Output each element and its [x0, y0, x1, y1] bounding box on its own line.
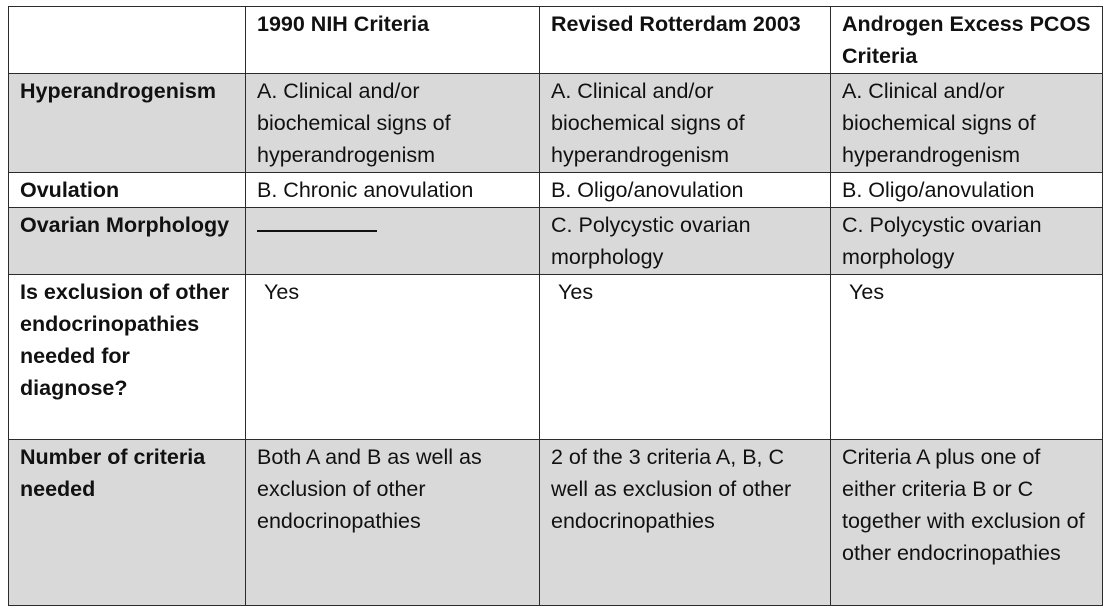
table-cell: C. Polycystic ovarian morphology [831, 208, 1103, 275]
table-cell: A. Clinical and/or biochemical signs of hyperandrogenism [540, 74, 831, 173]
criteria-table-container [8, 6, 1103, 606]
table-cell: 2 of the 3 criteria A, B, C well as exclusion of other endocrinopathies [540, 440, 831, 606]
table-cell: B. Oligo/anovulation [540, 173, 831, 208]
table-cell: A. Clinical and/or biochemical signs of hyperandrogenism [831, 74, 1103, 173]
table-row-hyperandrogenism [9, 74, 1103, 173]
table-row-number-of-criteria [9, 440, 1103, 606]
row-label-ovarian-morphology: Ovarian Morphology [9, 208, 246, 275]
table-cell: B. Oligo/anovulation [831, 173, 1103, 208]
header-row [9, 7, 1103, 74]
table-cell: Yes [540, 275, 831, 440]
table-row-ovulation [9, 173, 1103, 208]
table-row-exclusion [9, 275, 1103, 440]
pcos-criteria-table [8, 6, 1103, 606]
table-row-ovarian-morphology [9, 208, 1103, 275]
table-cell: B. Chronic anovulation [246, 173, 540, 208]
row-label-exclusion: Is exclusion of other endocrinopathies needed for diagnose? [9, 275, 246, 440]
header-cell-nih: 1990 NIH Criteria [246, 7, 540, 74]
table-cell: Yes [246, 275, 540, 440]
header-cell-androgen-excess: Androgen Excess PCOS Criteria [831, 7, 1103, 74]
blank-line [257, 211, 377, 232]
table-cell: Both A and B as well as exclusion of other endocrinopathies [246, 440, 540, 606]
table-cell: Yes [831, 275, 1103, 440]
table-cell: C. Polycystic ovarian morphology [540, 208, 831, 275]
row-label-hyperandrogenism: Hyperandrogenism [9, 74, 246, 173]
table-cell-blank [246, 208, 540, 275]
row-label-ovulation: Ovulation [9, 173, 246, 208]
table-cell: A. Clinical and/or biochemical signs of hyperandrogenism [246, 74, 540, 173]
row-label-number-of-criteria: Number of criteria needed [9, 440, 246, 606]
table-cell: Criteria A plus one of either criteria B or C together with exclusion of other endocrinopathies [831, 440, 1103, 606]
header-cell-empty [9, 7, 246, 74]
header-cell-rotterdam: Revised Rotterdam 2003 [540, 7, 831, 74]
